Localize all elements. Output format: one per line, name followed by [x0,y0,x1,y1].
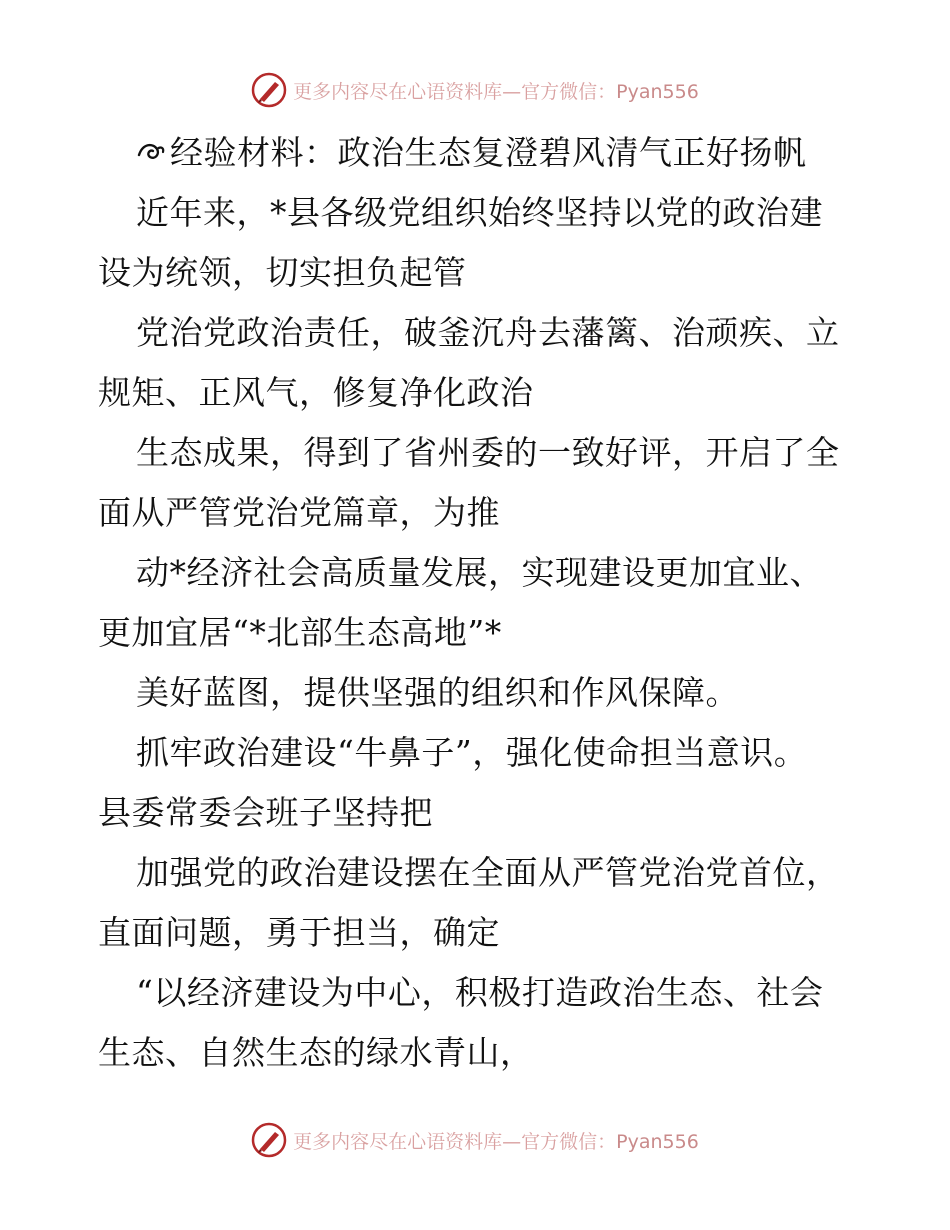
leaf-icon [136,123,170,183]
banner-text: 更多内容尽在心语资料库—官方微信：Pyan556 [293,80,699,103]
paragraph-line: 生态、自然生态的绿水青山， [98,1033,534,1072]
header-banner [0,72,950,108]
paragraph-line: 美好蓝图，提供坚强的组织和作风保障。 [136,673,739,712]
paragraph-line: 抓牢政治建设“牛鼻子”，强化使命担当意识。 [136,733,808,772]
paragraph-line: 动*经济社会高质量发展，实现建设更加宜业、 [136,553,823,592]
paragraph-line: 近年来，*县各级党组织始终坚持以党的政治建 [136,193,823,232]
footer-banner [0,1122,950,1158]
wechat-id: Pyan556 [616,1130,699,1153]
wechat-id: Pyan556 [616,80,699,103]
pen-logo-icon [251,1122,287,1158]
paragraph-line: 党治党政治责任，破釜沉舟去藩篱、治顽疾、立 [136,313,840,352]
document-body [98,123,858,1083]
paragraph-line: 直面问题，勇于担当，确定 [98,913,500,952]
paragraph-line: 面从严管党治党篇章，为推 [98,493,500,532]
document-title: 经验材料：政治生态复澄碧风清气正好扬帆 [98,123,858,183]
paragraph-line: 县委常委会班子坚持把 [98,793,433,832]
paragraph-line: “以经济建设为中心，积极打造政治生态、社会 [136,973,824,1012]
paragraph-line: 生态成果，得到了省州委的一致好评，开启了全 [136,433,840,472]
pen-logo-icon [251,72,287,108]
paragraph-line: 加强党的政治建设摆在全面从严管党治党首位， [136,853,840,892]
paragraph-line: 更加宜居“*北部生态高地”* [98,613,502,652]
paragraph-line: 规矩、正风气，修复净化政治 [98,373,534,412]
banner-text: 更多内容尽在心语资料库—官方微信：Pyan556 [293,1130,699,1153]
paragraph-line: 设为统领，切实担负起管 [98,253,467,292]
